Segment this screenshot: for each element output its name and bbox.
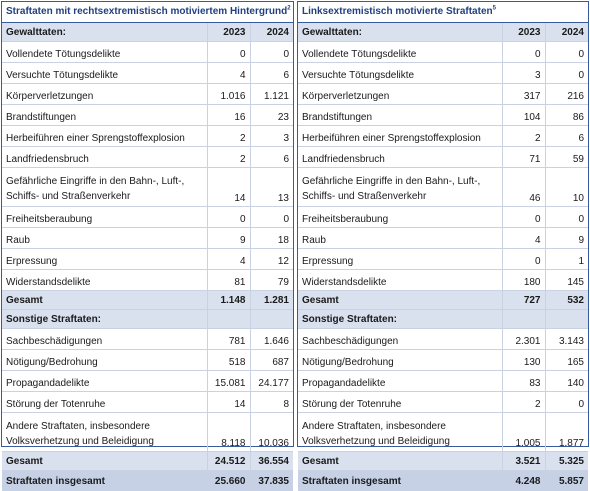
subtotal-row <box>2 291 293 310</box>
value-2023: 16 <box>207 105 250 126</box>
value-2024: 6 <box>250 63 293 84</box>
value-2023: 518 <box>207 350 250 371</box>
row-label: Körperverletzungen <box>2 84 207 105</box>
row-label: Gewalttaten: <box>298 23 502 42</box>
value-2024: 9 <box>545 228 588 249</box>
value-2023: 83 <box>502 371 545 392</box>
value-2023 <box>502 310 545 329</box>
section-header-gewalttaten <box>298 23 588 42</box>
value-2023: 0 <box>207 42 250 63</box>
value-2023: 781 <box>207 329 250 350</box>
row-label: Erpressung <box>2 249 207 270</box>
value-2024: 36.554 <box>250 452 293 471</box>
value-2023: 14 <box>207 168 250 207</box>
table-row <box>298 42 588 63</box>
value-2024: 145 <box>545 270 588 291</box>
value-2024: 2024 <box>545 23 588 42</box>
table-row <box>298 350 588 371</box>
table-row <box>298 249 588 270</box>
row-label: Gewalttaten: <box>2 23 207 42</box>
right-extremism-panel <box>1 1 294 447</box>
table-row <box>2 168 293 207</box>
value-2024: 1 <box>545 249 588 270</box>
value-2023: 4.248 <box>502 471 545 491</box>
table-row <box>2 371 293 392</box>
value-2023: 4 <box>502 228 545 249</box>
row-label: Gesamt <box>2 291 207 310</box>
table-row <box>298 207 588 228</box>
table-row <box>298 270 588 291</box>
value-2024 <box>545 310 588 329</box>
row-label: Freiheitsberaubung <box>2 207 207 228</box>
value-2023: 2 <box>502 392 545 413</box>
value-2023: 81 <box>207 270 250 291</box>
value-2024: 0 <box>545 392 588 413</box>
row-label: Freiheitsberaubung <box>298 207 502 228</box>
table-row <box>2 350 293 371</box>
table-row <box>298 413 588 452</box>
table-row <box>2 105 293 126</box>
row-label: Nötigung/Bedrohung <box>2 350 207 371</box>
table-row <box>298 329 588 350</box>
panel-title-text: Linksextremistisch motivierte Straftaten <box>302 6 493 17</box>
row-label: Störung der Totenruhe <box>2 392 207 413</box>
value-2024: 0 <box>545 63 588 84</box>
value-2024: 165 <box>545 350 588 371</box>
value-2024: 2024 <box>250 23 293 42</box>
row-label: Landfriedensbruch <box>2 147 207 168</box>
row-label: Straftaten insgesamt <box>298 471 502 491</box>
value-2023: 0 <box>502 207 545 228</box>
row-label: Gesamt <box>298 291 502 310</box>
value-2024: 532 <box>545 291 588 310</box>
value-2023: 9 <box>207 228 250 249</box>
table-row <box>2 228 293 249</box>
subtotal-row <box>298 452 588 471</box>
value-2024: 13 <box>250 168 293 207</box>
row-label: Raub <box>298 228 502 249</box>
table-row <box>298 228 588 249</box>
value-2023: 130 <box>502 350 545 371</box>
value-2024: 3 <box>250 126 293 147</box>
table-row <box>2 63 293 84</box>
value-2024: 0 <box>545 207 588 228</box>
table-row <box>298 147 588 168</box>
value-2024: 0 <box>250 207 293 228</box>
value-2024: 23 <box>250 105 293 126</box>
row-label: Nötigung/Bedrohung <box>298 350 502 371</box>
table-row <box>2 147 293 168</box>
value-2024: 18 <box>250 228 293 249</box>
value-2024: 5.857 <box>545 471 588 491</box>
value-2024: 1.877 <box>545 413 588 452</box>
value-2023: 104 <box>502 105 545 126</box>
row-label: Vollendete Tötungsdelikte <box>298 42 502 63</box>
subtotal-row <box>298 291 588 310</box>
value-2023: 2 <box>207 147 250 168</box>
table-row <box>2 207 293 228</box>
grand-total-row <box>2 471 293 491</box>
value-2023: 46 <box>502 168 545 207</box>
value-2023: 3 <box>502 63 545 84</box>
value-2023 <box>207 310 250 329</box>
value-2023: 2 <box>502 126 545 147</box>
row-label: Erpressung <box>298 249 502 270</box>
value-2024: 216 <box>545 84 588 105</box>
section-header-gewalttaten <box>2 23 293 42</box>
section-header-sonstige <box>298 310 588 329</box>
row-label: Gesamt <box>298 452 502 471</box>
value-2024: 5.325 <box>545 452 588 471</box>
value-2023: 0 <box>502 42 545 63</box>
left-extremism-panel <box>297 1 589 447</box>
table-row <box>2 329 293 350</box>
table-row <box>298 84 588 105</box>
value-2023: 727 <box>502 291 545 310</box>
grand-total-row <box>298 471 588 491</box>
row-label: Raub <box>2 228 207 249</box>
row-label: Herbeiführen einer Sprengstoffexplosion <box>298 126 502 147</box>
value-2024 <box>250 310 293 329</box>
row-label: Sonstige Straftaten: <box>298 310 502 329</box>
value-2023: 3.521 <box>502 452 545 471</box>
table-row <box>298 168 588 207</box>
value-2023: 4 <box>207 249 250 270</box>
table-row <box>2 249 293 270</box>
value-2023: 2023 <box>207 23 250 42</box>
value-2024: 1.121 <box>250 84 293 105</box>
table-row <box>2 42 293 63</box>
value-2023: 2.301 <box>502 329 545 350</box>
value-2023: 0 <box>502 249 545 270</box>
row-label: Versuchte Tötungsdelikte <box>298 63 502 84</box>
value-2023: 1.005 <box>502 413 545 452</box>
value-2024: 0 <box>545 42 588 63</box>
value-2024: 140 <box>545 371 588 392</box>
value-2024: 1.646 <box>250 329 293 350</box>
value-2024: 6 <box>250 147 293 168</box>
value-2024: 0 <box>250 42 293 63</box>
row-label: Andere Straftaten, insbesondere Volksverhetzung und Beleidigung <box>298 413 502 452</box>
row-label: Brandstiftungen <box>298 105 502 126</box>
value-2024: 79 <box>250 270 293 291</box>
value-2023: 8.118 <box>207 413 250 452</box>
row-label: Vollendete Tötungsdelikte <box>2 42 207 63</box>
table-row <box>298 126 588 147</box>
panel-title <box>2 2 293 23</box>
footnote-marker: 5 <box>493 6 496 12</box>
value-2024: 37.835 <box>250 471 293 491</box>
value-2024: 10.036 <box>250 413 293 452</box>
value-2024: 3.143 <box>545 329 588 350</box>
table-row <box>2 84 293 105</box>
statistics-table <box>2 23 293 491</box>
section-header-sonstige <box>2 310 293 329</box>
row-label: Gesamt <box>2 452 207 471</box>
table-row <box>2 270 293 291</box>
row-label: Brandstiftungen <box>2 105 207 126</box>
value-2023: 71 <box>502 147 545 168</box>
row-label: Propagandadelikte <box>298 371 502 392</box>
row-label: Herbeiführen einer Sprengstoffexplosion <box>2 126 207 147</box>
table-row <box>298 371 588 392</box>
value-2024: 86 <box>545 105 588 126</box>
value-2023: 14 <box>207 392 250 413</box>
row-label: Sonstige Straftaten: <box>2 310 207 329</box>
row-label: Gefährliche Eingriffe in den Bahn-, Luft-, Schiffs- und Straßenverkehr <box>298 168 502 207</box>
value-2024: 12 <box>250 249 293 270</box>
table-row <box>298 105 588 126</box>
value-2024: 59 <box>545 147 588 168</box>
value-2024: 6 <box>545 126 588 147</box>
value-2023: 0 <box>207 207 250 228</box>
statistics-table <box>298 23 588 491</box>
value-2023: 317 <box>502 84 545 105</box>
table-row <box>2 126 293 147</box>
value-2024: 24.177 <box>250 371 293 392</box>
panel-title-text: Straftaten mit rechtsextremistisch motiviertem Hintergrund <box>6 6 287 17</box>
value-2024: 687 <box>250 350 293 371</box>
value-2024: 1.281 <box>250 291 293 310</box>
table-row <box>298 392 588 413</box>
table-row <box>2 392 293 413</box>
value-2023: 2 <box>207 126 250 147</box>
value-2023: 4 <box>207 63 250 84</box>
value-2023: 25.660 <box>207 471 250 491</box>
row-label: Andere Straftaten, insbesondere Volksverhetzung und Beleidigung <box>2 413 207 452</box>
row-label: Widerstandsdelikte <box>2 270 207 291</box>
row-label: Landfriedensbruch <box>298 147 502 168</box>
row-label: Widerstandsdelikte <box>298 270 502 291</box>
row-label: Versuchte Tötungsdelikte <box>2 63 207 84</box>
row-label: Gefährliche Eingriffe in den Bahn-, Luft-, Schiffs- und Straßenverkehr <box>2 168 207 207</box>
row-label: Propagandadelikte <box>2 371 207 392</box>
row-label: Störung der Totenruhe <box>298 392 502 413</box>
value-2023: 180 <box>502 270 545 291</box>
table-row <box>298 63 588 84</box>
subtotal-row <box>2 452 293 471</box>
value-2023: 15.081 <box>207 371 250 392</box>
row-label: Sachbeschädigungen <box>298 329 502 350</box>
row-label: Straftaten insgesamt <box>2 471 207 491</box>
value-2023: 2023 <box>502 23 545 42</box>
row-label: Körperverletzungen <box>298 84 502 105</box>
row-label: Sachbeschädigungen <box>2 329 207 350</box>
value-2023: 1.016 <box>207 84 250 105</box>
value-2024: 8 <box>250 392 293 413</box>
panel-title <box>298 2 588 23</box>
value-2023: 1.148 <box>207 291 250 310</box>
table-row <box>2 413 293 452</box>
footnote-marker: 2 <box>287 6 290 12</box>
value-2023: 24.512 <box>207 452 250 471</box>
value-2024: 10 <box>545 168 588 207</box>
